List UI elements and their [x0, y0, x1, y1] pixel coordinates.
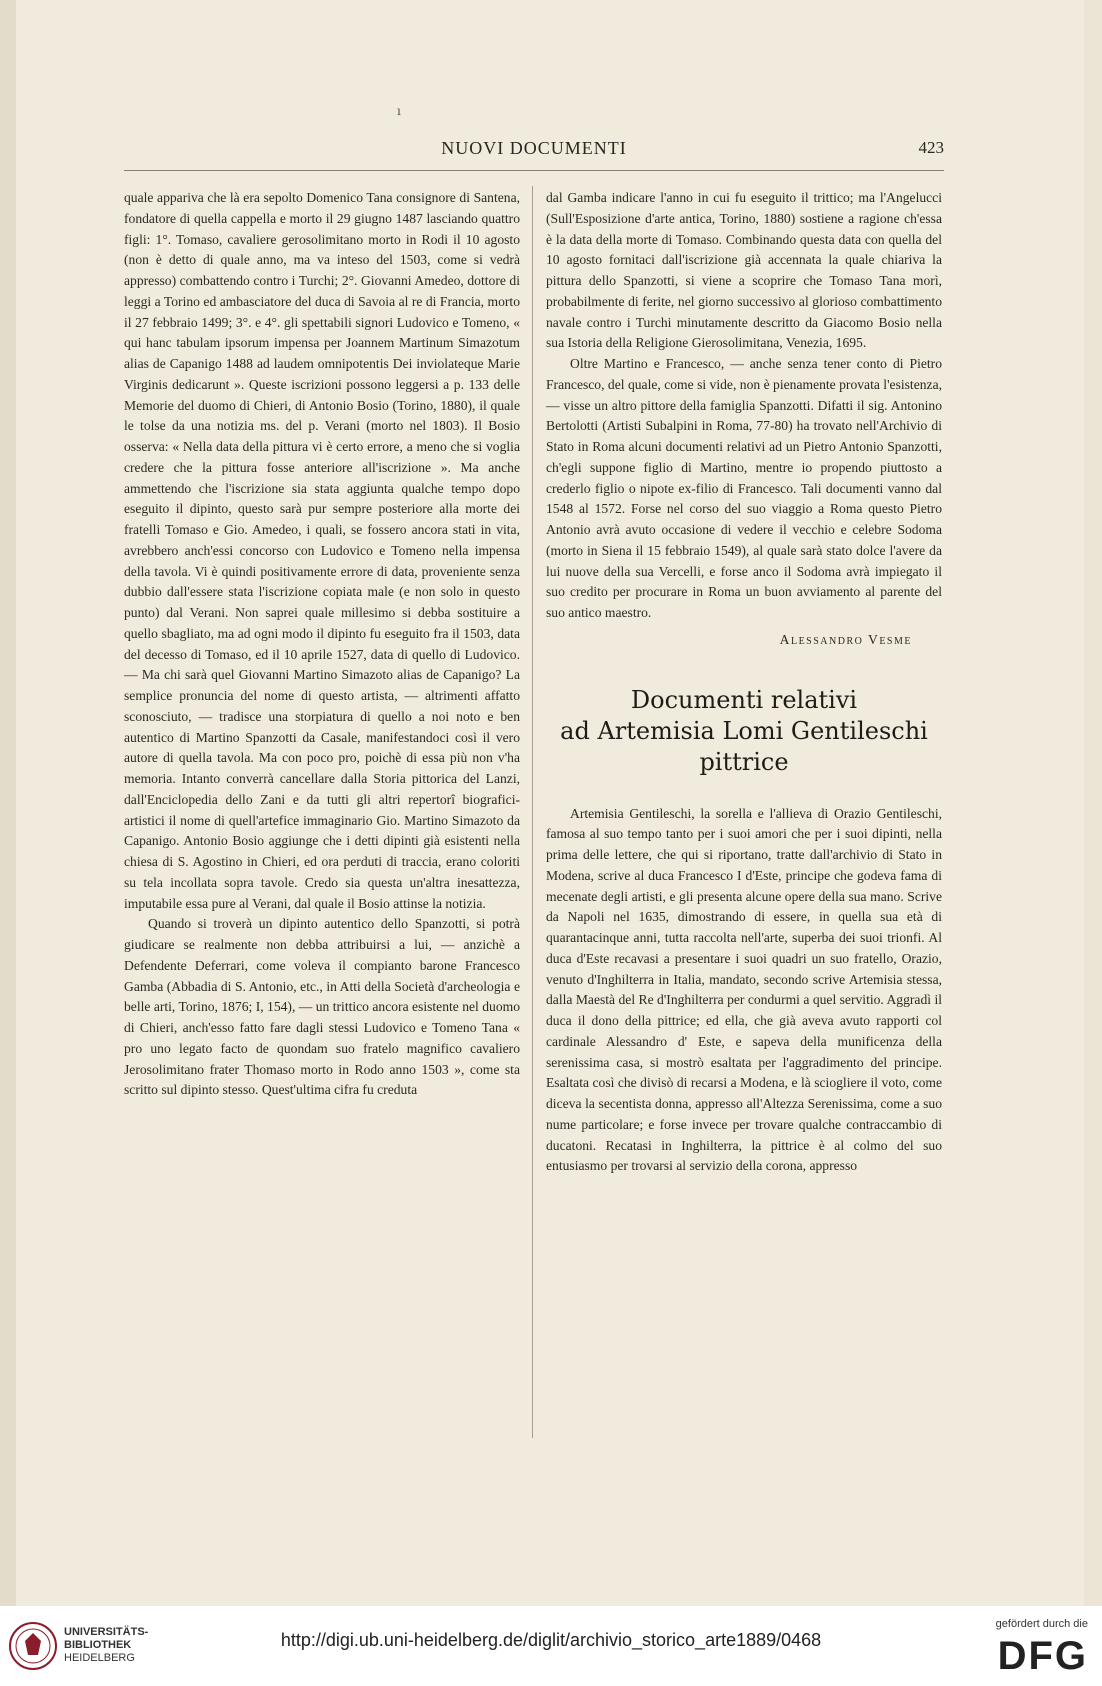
article-paragraph-1: Artemisia Gentileschi, la sorella e l'allieva di Orazio Gentileschi, famosa al suo tempo tanto per i suoi amori che per i suoi dipinti, nella prima delle lettere, che qui si riportano, tratte dall'archivio di Stato in Modena, scrive al duca Francesco I d'Este, principe che godeva fama di mecenate degli artisti, e gli presenta alcune opere della sua mano. Scrive da Napoli nel 1635, dimostrando di essere, in quella sua età di quarantacinque anni, tutta raccolta nell'arte, superba dei suoi trionfi. Al duca d'Este recavasi a presentare i suoi quadri un suo fratello, Orazio, venuto d'Inghilterra in Italia, mandato, secondo scrive Artemisia stessa, dalla Maestà del Re d'Inghilterra per condurmi a quel servitio. Aggradì il duca il dono della pittrice; ed ella, che già aveva avuto rapporti col cardinale Alessandro d' Este, e sapeva della munificenza della serenissima casa, si mostrò esaltata per l'aggradimento del principe. Esaltata così che divisò di recarsi a Modena, e là sciogliere il voto, come diceva la secentista donna, appresso all'Altezza Serenissima, come a suo nume particolare; e forse invece per trovare qualche contraccambio di ducatoni. Recatasi in Inghilterra, la pittrice è al colmo del suo entusiasmo per trovarsi al servizio della corona, appresso [546, 805, 942, 1174]
article-title-line-1: Documenti relativi [630, 685, 858, 714]
marginal-mark: ı [397, 104, 401, 118]
left-paragraph-1: quale appariva che là era sepolto Domenico Tana consignore di Santena, fondatore di quella cappella e morto il 29 giugno 1487 lasciando quattro figli: 1°. Tomaso, cavaliere gerosolimitano morto in Rodi il 10 agosto (non è detto di quale anno, ma va inteso del 1503, come si vedrà appresso) combattendo contro i Turchi; 2°. Giovanni Amedeo, dottore di leggi a Torino ed ambasciatore del duca di Savoia al re di Francia, morto il 27 febbraio 1499; 3°. e 4°. gli spettabili signori Ludovico e Tomeno, « qui hanc tabulam ipsorum impensa per Joannem Martinum Simazotum alias de Capanigo 1488 ad laudem omnipotentis Dei inviolateque Marie Virginis dedicarunt ». Queste iscrizioni possono leggersi a p. 133 delle Memorie del duomo di Chieri, di Antonio Bosio (Torino, 1880), il quale le tolse da una notizia ms. del p. Verani (morto nel 1803). Il Bosio osserva: « Nella data della pittura vi è certo errore, a meno che si voglia credere che la pittura fosse anteriore all'iscrizione ». Ma anche ammettendo che l'iscrizione sia stata aggiunta qualche tempo dopo eseguito il dipinto, questo sarà pur sempre posteriore alla morte dei fratelli Tomaso e Gio. Amedeo, i quali, se fossero ancora stati in vita, avrebbero anch'essi concorso con Ludovico e Tomeno nella impensa della tavola. Vi è quindi positivamente errore di data, proveniente senza dubbio dall'essere stata l'iscrizione copiata male (e non solo in questo punto) dal Verani. Non saprei quale millesimo si debba sostituire a quello sbagliato, ma ad ogni modo il dipinto fu eseguito fra il 1503, data del decesso di Tomaso, ed il 10 aprile 1527, data di quello di Ludovico. — Ma chi sarà quel Giovanni Martino Simazoto alias de Capanigo? La semplice pronuncia del nome di questo artista, — altrimenti affatto sconosciuto, — tradisce una storpiatura di quello a noi noto e ben autentico di Martino Spanzotti da Casale, manifestandoci così il vero autore di quella tavola. Ma con poco pro, poichè di essa più non v'ha memoria. Intanto converrà cancellare dalla Storia pittorica del Lanzi, dall'Enciclopedia dello Zani e da tutti gli altri repertorî biografici-artistici il nome di quell'artefice immaginario Gio. Martino Simazoto da Capanigo. Antonio Bosio aggiunge che i detti dipinti già esistenti nella chiesa di S. Agostino in Chieri, ed ora perduti di traccia, erano coloriti su tela incollata sopra tavole. Credo sia questa un'altra inesattezza, imputabile essa pure al Verani, dal quale il Bosio attinse la notizia. [124, 190, 520, 911]
right-paragraph-2: Oltre Martino e Francesco, — anche senza tener conto di Pietro Francesco, del quale, come si vide, non è pienamente provata l'esistenza, — visse un altro pittore della famiglia Spanzotti. Difatti il sig. Antonino Bertolotti (Artisti Subalpini in Roma, 77-80) ha trovato nell'Archivio di Stato in Roma alcuni documenti relativi ad un Pietro Antonio Spanzotti, ch'egli suppone figlio di Martino, mentre io propendo piuttosto a crederlo figlio o nipote ex-filio di Francesco. Tali documenti vanno dal 1548 al 1572. Forse nel corso del suo viaggio a Roma questo Pietro Antonio avrà avuto occasione di vedere il vecchio e celebre Sodoma (morto in Siena il 15 febbraio 1549), al quale sarà stato dolce l'avere da lui nuove della sua Vercelli, e forse anco il Sodoma avrà impiegato il suo credito per procurare in Roma un buon avviamento al parente del suo antico maestro. [546, 356, 942, 620]
running-header [124, 138, 944, 164]
article-title [546, 685, 942, 778]
header-rule [124, 170, 944, 171]
article-title-line-2: ad Artemisia Lomi Gentileschi pittrice [560, 716, 928, 776]
institution-name: UNIVERSITÄTS- BIBLIOTHEK HEIDELBERG [64, 1626, 149, 1664]
right-paragraph-1: dal Gamba indicare l'anno in cui fu eseguito il trittico; ma l'Angelucci (Sull'Esposizione d'arte antica, Torino, 1880) sostiene a ragione ch'essa è la data della morte di Tomaso. Combinando questa data con quella del 10 agosto fornitaci dall'iscrizione già accennata la quale chiariva la pittura dello Spanzotti, si viene a scoprire che Tomaso Tana morì, probabilmente di ferite, nel giorno successivo al glorioso combattimento navale contro i Turchi minutamente descritto da Giacomo Bosio nella sua Istoria della Religione Gierosolimitana, Venezia, 1695. [546, 190, 942, 351]
left-column [124, 188, 520, 1101]
page-edge-right [1084, 0, 1102, 1606]
permalink-url[interactable]: http://digi.ub.uni-heidelberg.de/diglit/archivio_storico_arte1889/0468 [280, 1630, 822, 1650]
left-paragraph-2: Quando si troverà un dipinto autentico dello Spanzotti, si potrà giudicare se realmente non debba attribuirsi a lui, — anzichè a Defendente Deferrari, come voleva il compianto barone Francesco Gamba (Abbadia di S. Antonio, etc., in Atti della Società d'archeologia e belle arti, Torino, 1876; I, 154), — un trittico ancora esistente nel duomo di Chieri, anch'esso fatto fare dagli stessi Ludovico e Tomeno Tana « pro uno legato facto de quondam suo fratelo magnifico cavaliero Jerosolimitano frater Thomaso morto in Rodo anno 1503 », come sta scritto sul dipinto stesso. Quest'ultima cifra fu creduta [124, 916, 520, 1098]
page-edge-left [0, 0, 16, 1606]
running-title: NUOVI DOCUMENTI [441, 138, 627, 158]
author-signature: Alessandro Vesme [779, 631, 912, 647]
dfg-logo: DFG [997, 1634, 1088, 1678]
column-separator [532, 186, 533, 1438]
right-column [546, 188, 942, 1177]
viewer-footer [0, 1606, 1102, 1686]
page-number: 423 [918, 138, 944, 157]
funded-by-label: gefördert durch die [995, 1618, 1088, 1630]
